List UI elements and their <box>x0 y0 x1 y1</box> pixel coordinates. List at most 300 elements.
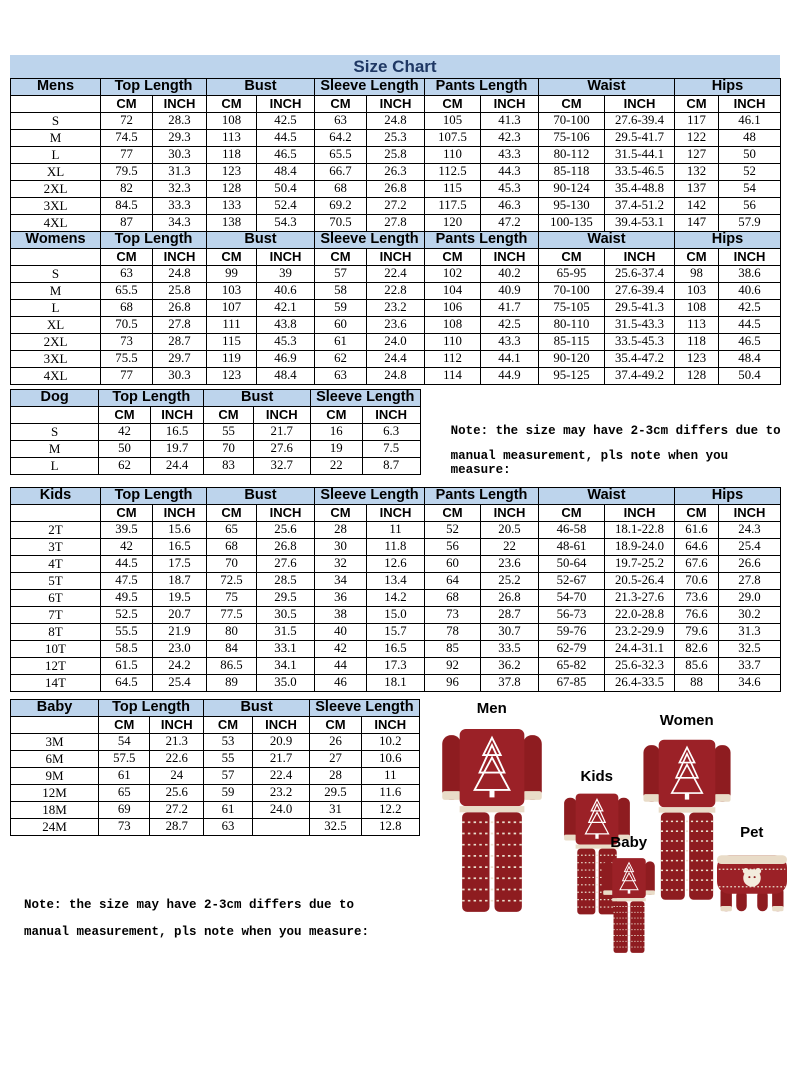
value-cell: 8.7 <box>362 458 420 475</box>
value-cell: 11 <box>367 522 425 539</box>
value-cell: 20.7 <box>153 607 207 624</box>
value-cell: 25.4 <box>719 539 781 556</box>
value-cell: 30.3 <box>153 368 207 385</box>
unit-cm-header: CM <box>675 505 719 522</box>
unit-cm-header: CM <box>101 96 153 113</box>
value-cell: 87 <box>101 215 153 232</box>
value-cell: 34.6 <box>719 675 781 692</box>
value-cell: 25.2 <box>481 573 539 590</box>
size-label: 4XL <box>11 215 101 232</box>
unit-cm-header: CM <box>99 407 151 424</box>
size-label: L <box>11 147 101 164</box>
value-cell: 28.7 <box>150 819 204 836</box>
table-row <box>11 424 421 441</box>
value-cell: 107 <box>207 300 257 317</box>
unit-cm-header: CM <box>425 249 481 266</box>
value-cell: 27.8 <box>367 215 425 232</box>
table-row <box>11 802 420 819</box>
unit-cm-header: CM <box>539 249 605 266</box>
value-cell: 110 <box>425 334 481 351</box>
value-cell: 56 <box>719 198 781 215</box>
value-cell: 38.6 <box>719 266 781 283</box>
value-cell: 42 <box>99 424 151 441</box>
size-label: 4T <box>11 556 101 573</box>
value-cell: 49.5 <box>101 590 153 607</box>
unit-inch-header: INCH <box>150 407 204 424</box>
value-cell: 17.3 <box>367 658 425 675</box>
value-cell: 34.1 <box>257 658 315 675</box>
value-cell: 27.8 <box>719 573 781 590</box>
table-row <box>11 368 781 385</box>
value-cell: 79.5 <box>101 164 153 181</box>
value-cell: 55 <box>204 751 253 768</box>
column-header: Bust <box>207 232 315 249</box>
value-cell: 95-125 <box>539 368 605 385</box>
value-cell: 19 <box>310 441 362 458</box>
value-cell: 68 <box>315 181 367 198</box>
value-cell: 21.7 <box>253 424 310 441</box>
note-line: Note: the size may have 2-3cm differs due to <box>24 898 355 912</box>
value-cell: 22.0-28.8 <box>605 607 675 624</box>
value-cell: 11 <box>361 768 419 785</box>
value-cell: 118 <box>207 147 257 164</box>
value-cell: 33.5 <box>481 641 539 658</box>
value-cell: 123 <box>675 351 719 368</box>
value-cell: 10.2 <box>361 734 419 751</box>
value-cell: 88 <box>675 675 719 692</box>
value-cell: 98 <box>675 266 719 283</box>
value-cell: 26.8 <box>367 181 425 198</box>
value-cell: 65.5 <box>101 283 153 300</box>
value-cell: 100-135 <box>539 215 605 232</box>
value-cell: 41.7 <box>481 300 539 317</box>
value-cell: 18.1 <box>367 675 425 692</box>
value-cell: 61 <box>315 334 367 351</box>
value-cell: 60 <box>315 317 367 334</box>
value-cell: 117 <box>675 113 719 130</box>
value-cell: 29.5-41.7 <box>605 130 675 147</box>
value-cell: 86.5 <box>207 658 257 675</box>
column-header: Hips <box>675 488 781 505</box>
table-row <box>11 751 420 768</box>
value-cell: 25.6 <box>150 785 204 802</box>
value-cell: 69.2 <box>315 198 367 215</box>
unit-cm-header: CM <box>675 249 719 266</box>
unit-inch-header: INCH <box>150 717 204 734</box>
table-row <box>11 198 781 215</box>
value-cell: 123 <box>207 164 257 181</box>
value-cell: 28 <box>315 522 367 539</box>
column-header: Hips <box>675 232 781 249</box>
value-cell: 114 <box>425 368 481 385</box>
value-cell: 52 <box>719 164 781 181</box>
value-cell: 103 <box>675 283 719 300</box>
value-cell: 58.5 <box>101 641 153 658</box>
unit-inch-header: INCH <box>367 96 425 113</box>
value-cell: 56 <box>425 539 481 556</box>
column-header: Top Length <box>99 700 204 717</box>
value-cell: 137 <box>675 181 719 198</box>
value-cell: 15.7 <box>367 624 425 641</box>
unit-inch-header: INCH <box>257 505 315 522</box>
value-cell: 45.3 <box>481 181 539 198</box>
value-cell: 45.3 <box>257 334 315 351</box>
value-cell: 32.3 <box>153 181 207 198</box>
value-cell: 75-106 <box>539 130 605 147</box>
value-cell: 46 <box>315 675 367 692</box>
table-row <box>11 734 420 751</box>
unit-cm-header: CM <box>315 505 367 522</box>
value-cell: 65-82 <box>539 658 605 675</box>
value-cell: 42.1 <box>257 300 315 317</box>
column-header: Waist <box>539 79 675 96</box>
size-label: L <box>11 458 99 475</box>
size-label: XL <box>11 164 101 181</box>
column-header: Waist <box>539 232 675 249</box>
value-cell: 85-115 <box>539 334 605 351</box>
value-cell: 21.9 <box>153 624 207 641</box>
baby-left-column <box>10 700 420 952</box>
value-cell: 18.9-24.0 <box>605 539 675 556</box>
size-label: 2XL <box>11 181 101 198</box>
table-row <box>11 334 781 351</box>
value-cell: 63 <box>101 266 153 283</box>
value-cell: 47.5 <box>101 573 153 590</box>
unit-spacer <box>11 505 101 522</box>
value-cell: 27.2 <box>150 802 204 819</box>
value-cell: 120 <box>425 215 481 232</box>
value-cell: 24.8 <box>153 266 207 283</box>
value-cell: 63 <box>315 368 367 385</box>
value-cell: 19.7 <box>150 441 204 458</box>
table-row <box>11 641 781 658</box>
value-cell: 50.4 <box>257 181 315 198</box>
value-cell: 107.5 <box>425 130 481 147</box>
value-cell: 18.1-22.8 <box>605 522 675 539</box>
value-cell: 76.6 <box>675 607 719 624</box>
value-cell: 108 <box>675 300 719 317</box>
table-row <box>11 317 781 334</box>
value-cell: 23.6 <box>481 556 539 573</box>
value-cell: 61 <box>99 768 150 785</box>
value-cell: 70 <box>207 556 257 573</box>
note-line: Note: the size may have 2-3cm differs due to <box>450 424 781 438</box>
unit-inch-header: INCH <box>153 505 207 522</box>
value-cell: 65.5 <box>315 147 367 164</box>
table-row <box>11 283 781 300</box>
table-row <box>11 556 781 573</box>
unit-inch-header: INCH <box>257 249 315 266</box>
value-cell: 33.5-46.5 <box>605 164 675 181</box>
value-cell: 112.5 <box>425 164 481 181</box>
unit-cm-header: CM <box>539 505 605 522</box>
pajama-person-men-icon <box>436 719 548 918</box>
value-cell: 39.4-53.1 <box>605 215 675 232</box>
value-cell: 22.4 <box>367 266 425 283</box>
unit-inch-header: INCH <box>481 505 539 522</box>
size-label: S <box>11 266 101 283</box>
value-cell: 147 <box>675 215 719 232</box>
value-cell: 27.6-39.4 <box>605 283 675 300</box>
table-row <box>11 300 781 317</box>
value-cell: 16.5 <box>367 641 425 658</box>
value-cell: 32 <box>315 556 367 573</box>
value-cell: 104 <box>425 283 481 300</box>
unit-inch-header: INCH <box>719 505 781 522</box>
unit-cm-header: CM <box>310 717 362 734</box>
value-cell: 24.0 <box>367 334 425 351</box>
value-cell: 16.5 <box>153 539 207 556</box>
figure-label: Kids <box>580 768 613 785</box>
unit-spacer <box>11 249 101 266</box>
value-cell: 31.3 <box>719 624 781 641</box>
value-cell: 24.3 <box>719 522 781 539</box>
dog-size-table <box>10 389 421 475</box>
value-cell: 58 <box>315 283 367 300</box>
unit-inch-header: INCH <box>153 249 207 266</box>
value-cell: 123 <box>207 368 257 385</box>
table-row <box>11 181 781 198</box>
unit-cm-header: CM <box>315 96 367 113</box>
value-cell: 24.2 <box>153 658 207 675</box>
value-cell: 64 <box>425 573 481 590</box>
value-cell: 26 <box>310 734 362 751</box>
value-cell: 30.7 <box>481 624 539 641</box>
note-line: manual measurement, pls note when you measure: <box>24 925 370 939</box>
value-cell: 72.5 <box>207 573 257 590</box>
table-row <box>11 441 421 458</box>
column-header: Top Length <box>101 79 207 96</box>
unit-cm-header: CM <box>99 717 150 734</box>
column-header: Pants Length <box>425 79 539 96</box>
value-cell: 17.5 <box>153 556 207 573</box>
value-cell: 43.8 <box>257 317 315 334</box>
unit-cm-header: CM <box>204 717 253 734</box>
value-cell: 127 <box>675 147 719 164</box>
figure-label: Men <box>476 700 507 717</box>
value-cell: 44.1 <box>481 351 539 368</box>
value-cell: 34 <box>315 573 367 590</box>
size-label: 4XL <box>11 368 101 385</box>
value-cell: 42 <box>315 641 367 658</box>
value-cell: 74.5 <box>101 130 153 147</box>
table-row <box>11 675 781 692</box>
column-header: Top Length <box>101 232 207 249</box>
value-cell: 54 <box>719 181 781 198</box>
table-row <box>11 130 781 147</box>
value-cell: 44.5 <box>719 317 781 334</box>
value-cell: 56-73 <box>539 607 605 624</box>
value-cell: 41.3 <box>481 113 539 130</box>
value-cell: 66.7 <box>315 164 367 181</box>
value-cell: 40.9 <box>481 283 539 300</box>
unit-inch-header: INCH <box>719 96 781 113</box>
value-cell: 19.5 <box>153 590 207 607</box>
unit-cm-header: CM <box>310 407 362 424</box>
value-cell: 52.5 <box>101 607 153 624</box>
value-cell: 108 <box>425 317 481 334</box>
value-cell: 106 <box>425 300 481 317</box>
value-cell: 29.5 <box>310 785 362 802</box>
figure-label: Baby <box>610 834 648 851</box>
column-header: Sleeve Length <box>315 488 425 505</box>
value-cell: 43.3 <box>481 334 539 351</box>
column-header: Top Length <box>101 488 207 505</box>
size-label: 3XL <box>11 198 101 215</box>
value-cell: 20.9 <box>253 734 310 751</box>
value-cell: 50 <box>99 441 151 458</box>
value-cell: 55 <box>204 424 253 441</box>
value-cell: 53 <box>204 734 253 751</box>
value-cell: 35.4-48.8 <box>605 181 675 198</box>
value-cell: 47.2 <box>481 215 539 232</box>
unit-cm-header: CM <box>101 505 153 522</box>
value-cell: 28 <box>310 768 362 785</box>
size-label: 8T <box>11 624 101 641</box>
value-cell: 42 <box>101 539 153 556</box>
value-cell: 48-61 <box>539 539 605 556</box>
value-cell: 46.3 <box>481 198 539 215</box>
value-cell: 52-67 <box>539 573 605 590</box>
value-cell: 122 <box>675 130 719 147</box>
value-cell: 26.6 <box>719 556 781 573</box>
value-cell: 24.8 <box>367 368 425 385</box>
value-cell: 26.8 <box>257 539 315 556</box>
value-cell: 11.6 <box>361 785 419 802</box>
value-cell: 55.5 <box>101 624 153 641</box>
value-cell: 24.4 <box>367 351 425 368</box>
unit-spacer <box>11 717 99 734</box>
value-cell: 50-64 <box>539 556 605 573</box>
value-cell: 119 <box>207 351 257 368</box>
value-cell: 40.6 <box>719 283 781 300</box>
value-cell: 118 <box>675 334 719 351</box>
value-cell: 75 <box>207 590 257 607</box>
value-cell: 33.5-45.3 <box>605 334 675 351</box>
table-label: Womens <box>11 232 101 249</box>
table-label: Baby <box>11 700 99 717</box>
value-cell: 59 <box>315 300 367 317</box>
value-cell: 29.5-41.3 <box>605 300 675 317</box>
column-header: Pants Length <box>425 232 539 249</box>
value-cell: 27.2 <box>367 198 425 215</box>
value-cell: 102 <box>425 266 481 283</box>
unit-cm-header: CM <box>207 249 257 266</box>
value-cell: 20.5-26.4 <box>605 573 675 590</box>
value-cell: 77.5 <box>207 607 257 624</box>
value-cell: 84 <box>207 641 257 658</box>
value-cell: 90-124 <box>539 181 605 198</box>
unit-cm-header: CM <box>207 96 257 113</box>
size-label: 10T <box>11 641 101 658</box>
value-cell: 111 <box>207 317 257 334</box>
value-cell: 27.8 <box>153 317 207 334</box>
value-cell: 35.0 <box>257 675 315 692</box>
value-cell: 72 <box>101 113 153 130</box>
value-cell: 99 <box>207 266 257 283</box>
value-cell: 80-110 <box>539 317 605 334</box>
unit-inch-header: INCH <box>361 717 419 734</box>
value-cell: 16 <box>310 424 362 441</box>
value-cell: 46.5 <box>257 147 315 164</box>
unit-inch-header: INCH <box>605 505 675 522</box>
size-label: 2XL <box>11 334 101 351</box>
unit-inch-header: INCH <box>257 96 315 113</box>
size-label: M <box>11 441 99 458</box>
value-cell: 133 <box>207 198 257 215</box>
value-cell: 6.3 <box>362 424 420 441</box>
column-header: Sleeve Length <box>310 390 420 407</box>
size-label: L <box>11 300 101 317</box>
unit-cm-header: CM <box>207 505 257 522</box>
unit-inch-header: INCH <box>605 96 675 113</box>
size-label: 9M <box>11 768 99 785</box>
value-cell: 29.3 <box>153 130 207 147</box>
table-label: Mens <box>11 79 101 96</box>
value-cell: 110 <box>425 147 481 164</box>
value-cell: 22.8 <box>367 283 425 300</box>
value-cell: 12.8 <box>361 819 419 836</box>
value-cell: 62 <box>315 351 367 368</box>
value-cell: 82 <box>101 181 153 198</box>
table-row <box>11 573 781 590</box>
value-cell: 64.2 <box>315 130 367 147</box>
column-header: Sleeve Length <box>315 79 425 96</box>
kids-size-table <box>10 487 781 692</box>
value-cell: 28.3 <box>153 113 207 130</box>
value-cell: 23.2 <box>367 300 425 317</box>
value-cell: 11.8 <box>367 539 425 556</box>
value-cell: 60 <box>425 556 481 573</box>
value-cell: 128 <box>675 368 719 385</box>
value-cell: 68 <box>425 590 481 607</box>
value-cell: 26.3 <box>367 164 425 181</box>
value-cell: 21.3 <box>150 734 204 751</box>
value-cell: 46.5 <box>719 334 781 351</box>
value-cell: 36 <box>315 590 367 607</box>
size-label: S <box>11 113 101 130</box>
measurement-note <box>24 898 420 939</box>
value-cell: 26.8 <box>153 300 207 317</box>
value-cell: 13.4 <box>367 573 425 590</box>
value-cell: 23.2-29.9 <box>605 624 675 641</box>
value-cell: 67-85 <box>539 675 605 692</box>
value-cell: 27 <box>310 751 362 768</box>
value-cell: 42.5 <box>719 300 781 317</box>
unit-spacer <box>11 96 101 113</box>
value-cell: 57.5 <box>99 751 150 768</box>
unit-cm-header: CM <box>675 96 719 113</box>
value-cell: 63 <box>315 113 367 130</box>
figure-label: Pet <box>740 824 764 841</box>
value-cell: 61 <box>204 802 253 819</box>
value-cell: 25.8 <box>153 283 207 300</box>
unit-inch-header: INCH <box>481 249 539 266</box>
value-cell: 24.4-31.1 <box>605 641 675 658</box>
value-cell: 12.2 <box>361 802 419 819</box>
table-row <box>11 147 781 164</box>
figure-baby <box>600 834 658 956</box>
value-cell: 70 <box>204 441 253 458</box>
value-cell: 29.7 <box>153 351 207 368</box>
value-cell: 138 <box>207 215 257 232</box>
column-header: Sleeve Length <box>315 232 425 249</box>
value-cell: 70.5 <box>101 317 153 334</box>
unit-inch-header: INCH <box>367 249 425 266</box>
size-label: 12M <box>11 785 99 802</box>
value-cell: 73.6 <box>675 590 719 607</box>
value-cell: 78 <box>425 624 481 641</box>
